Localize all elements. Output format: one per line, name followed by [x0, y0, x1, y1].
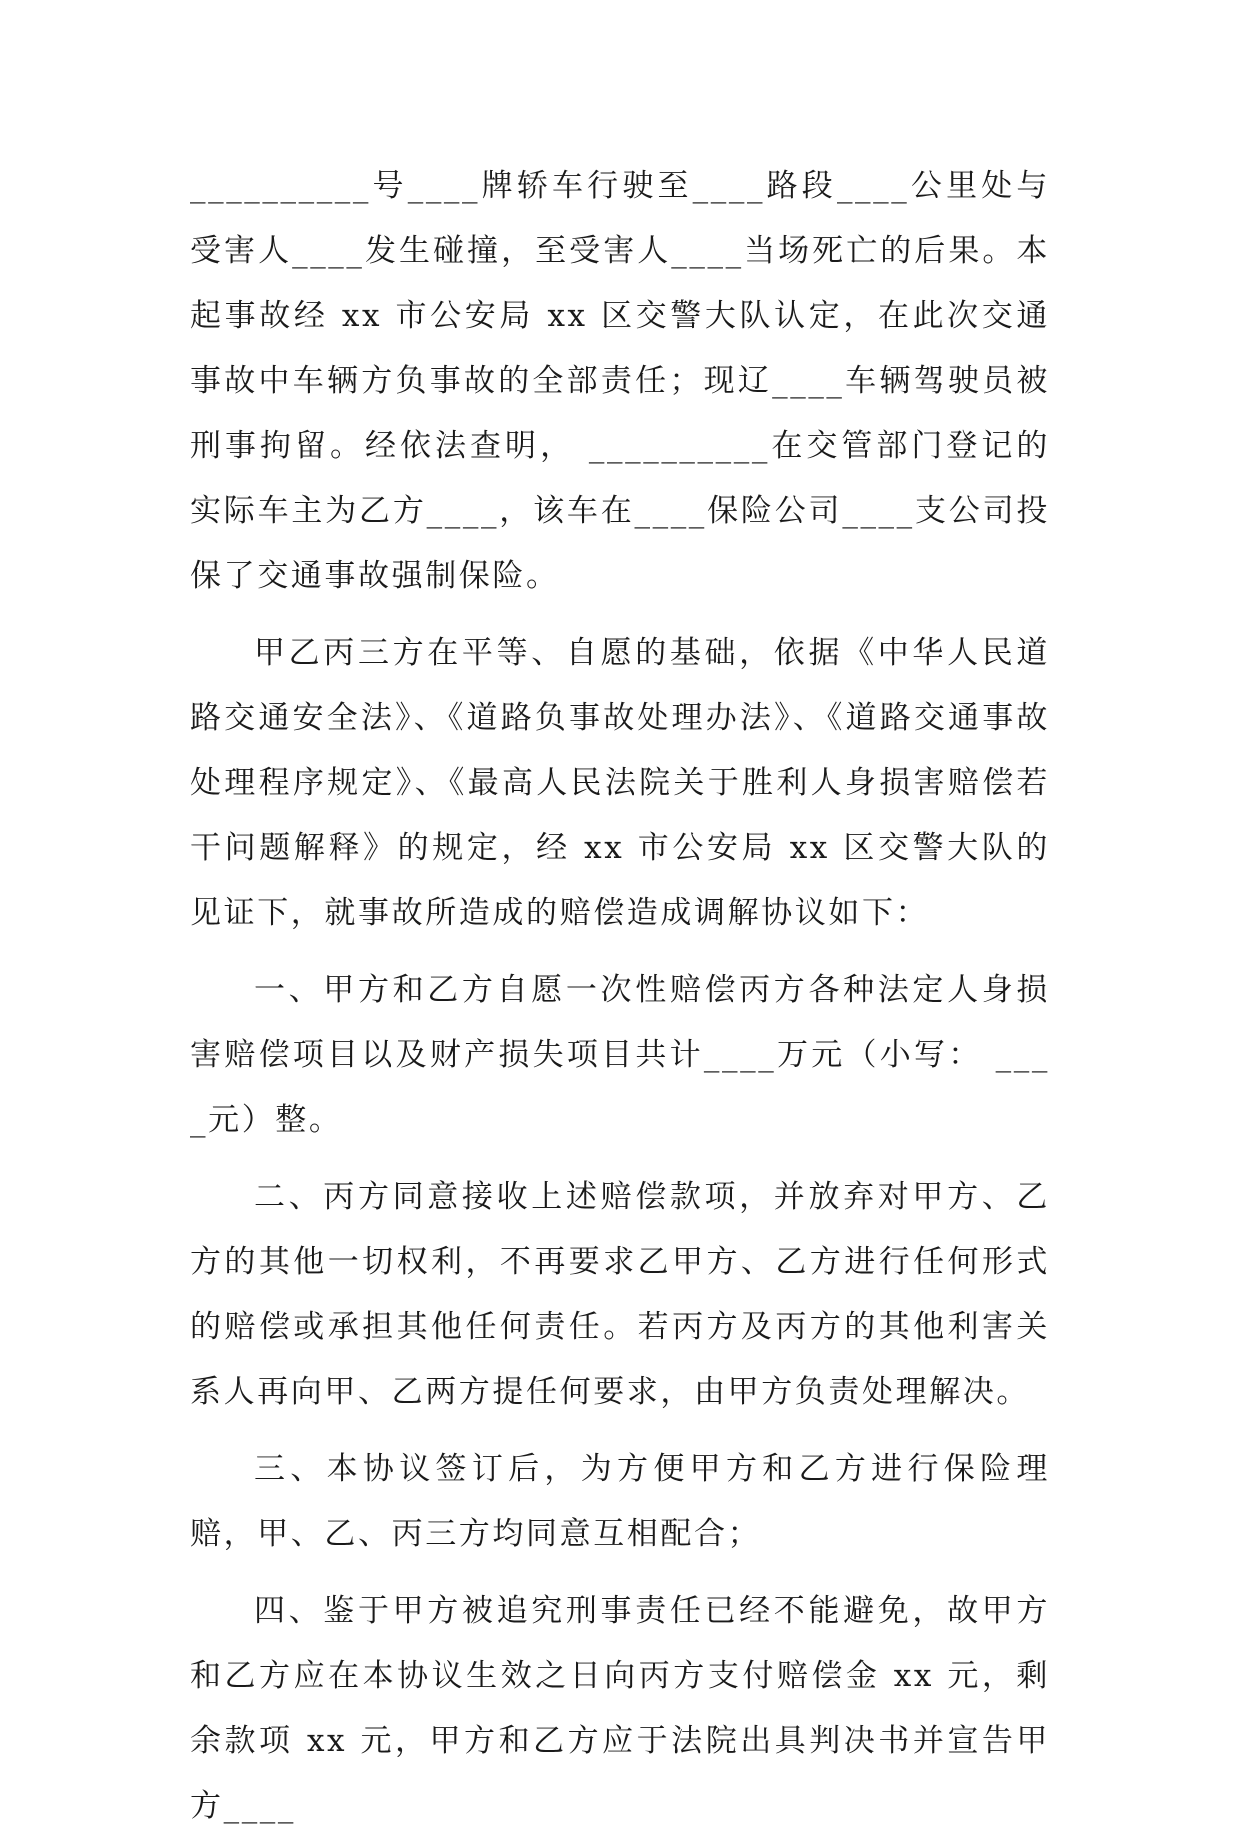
document-body	[190, 154, 1050, 1839]
clause-4-payment: 四、鉴于甲方被追究刑事责任已经不能避免，故甲方和乙方应在本协议生效之日向丙方支付赔偿金 xx 元，剩余款项 xx 元，甲方和乙方应于法院出具判决书并宣告甲方____	[190, 1593, 1050, 1824]
paragraph-legal-basis: 甲乙丙三方在平等、自愿的基础，依据《中华人民道路交通安全法》、《道路负事故处理办法》、《道路交通事故处理程序规定》、《最高人民法院关于胜利人身损害赔偿若干问题解释》的规定，经 xx 市公安局 xx 区交警大队的见证下，就事故所造成的赔偿造成调解协议如下：	[190, 635, 1050, 931]
paragraph-accident-facts: __________号____牌轿车行驶至____路段____公里处与受害人____发生碰撞，至受害人____当场死亡的后果。本起事故经 xx 市公安局 xx 区交警大队认定，在此次交通事故中车辆方负事故的全部责任；现辽____车辆驾驶员被刑事拘留。经依法查明， __________在交管部门登记的实际车主为乙方____，该车在____保险公司____支公司投保了交通事故强制保险。	[190, 168, 1050, 594]
clause-2-waiver: 二、丙方同意接收上述赔偿款项，并放弃对甲方、乙方的其他一切权利，不再要求乙甲方、乙方进行任何形式的赔偿或承担其他任何责任。若丙方及丙方的其他利害关系人再向甲、乙两方提任何要求，由甲方负责处理解决。	[190, 1179, 1050, 1410]
clause-3-insurance-cooperation: 三、本协议签订后，为方便甲方和乙方进行保险理赔，甲、乙、丙三方均同意互相配合；	[190, 1451, 1050, 1552]
clause-1-compensation: 一、甲方和乙方自愿一次性赔偿丙方各种法定人身损害赔偿项目以及财产损失项目共计____万元（小写： ____元）整。	[190, 972, 1050, 1138]
